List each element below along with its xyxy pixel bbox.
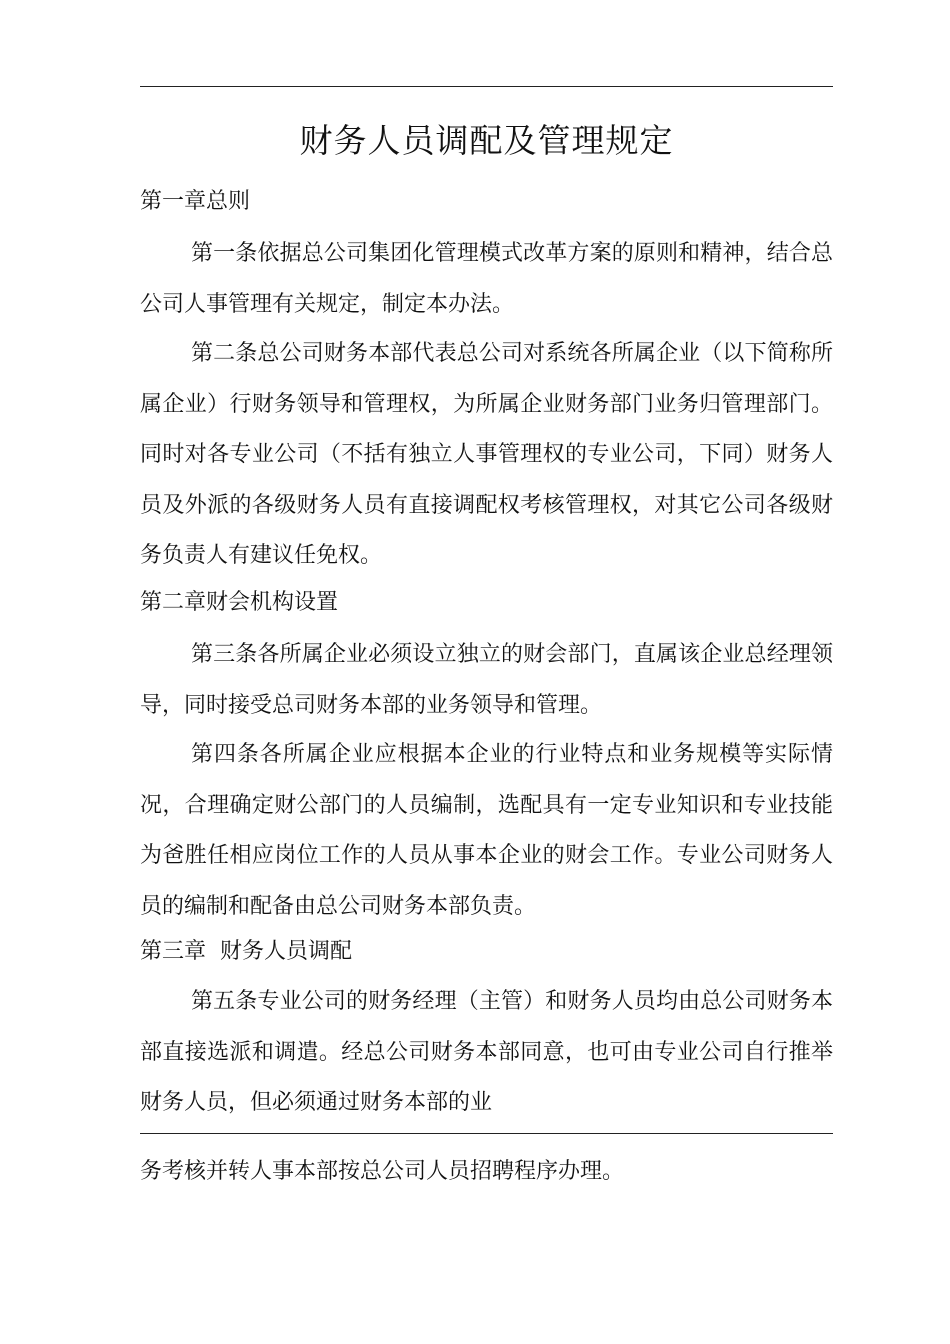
chapter-heading-3: 第三章 财务人员调配 bbox=[140, 939, 352, 964]
article-1: 第一条依据总公司集团化管理模式改革方案的原则和精神，结合总公司人事管理有关规定，制定本办法。 bbox=[140, 241, 833, 317]
article-4: 第四条各所属企业应根据本企业的行业特点和业务规模等实际情况，合理确定财公部门的人员编制，选配具有一定专业知识和专业技能为爸胜任相应岗位工作的人员从事本企业的财会工作。专业公司财务人员的编制和配备由总公司财务本部负责。 bbox=[140, 742, 833, 919]
article-5: 第五条专业公司的财务经理（主管）和财务人员均由总公司财务本部直接选派和调遣。经总公司财务本部同意，也可由专业公司自行推举财务人员，但必须通过财务本部的业 bbox=[140, 989, 833, 1115]
article-2: 第二条总公司财务本部代表总公司对系统各所属企业（以下简称所属企业）行财务领导和管理权，为所属企业财务部门业务归管理部门。同时对各专业公司（不括有独立人事管理权的专业公司，下同）财务人员及外派的各级财务人员有直接调配权考核管理权，对其它公司各级财务负责人有建议任免权。 bbox=[140, 341, 833, 568]
header-rule bbox=[140, 86, 833, 87]
article-3: 第三条各所属企业必须设立独立的财会部门，直属该企业总经理领导，同时接受总司财务本部的业务领导和管理。 bbox=[140, 642, 833, 718]
chapter-heading-1: 第一章总则 bbox=[140, 189, 251, 214]
page-break-rule bbox=[140, 1133, 833, 1134]
chapter-heading-2: 第二章财会机构设置 bbox=[140, 590, 339, 615]
article-5-continuation: 务考核并转人事本部按总公司人员招聘程序办理。 bbox=[140, 1159, 625, 1184]
document-title: 财务人员调配及管理规定 bbox=[299, 121, 674, 160]
